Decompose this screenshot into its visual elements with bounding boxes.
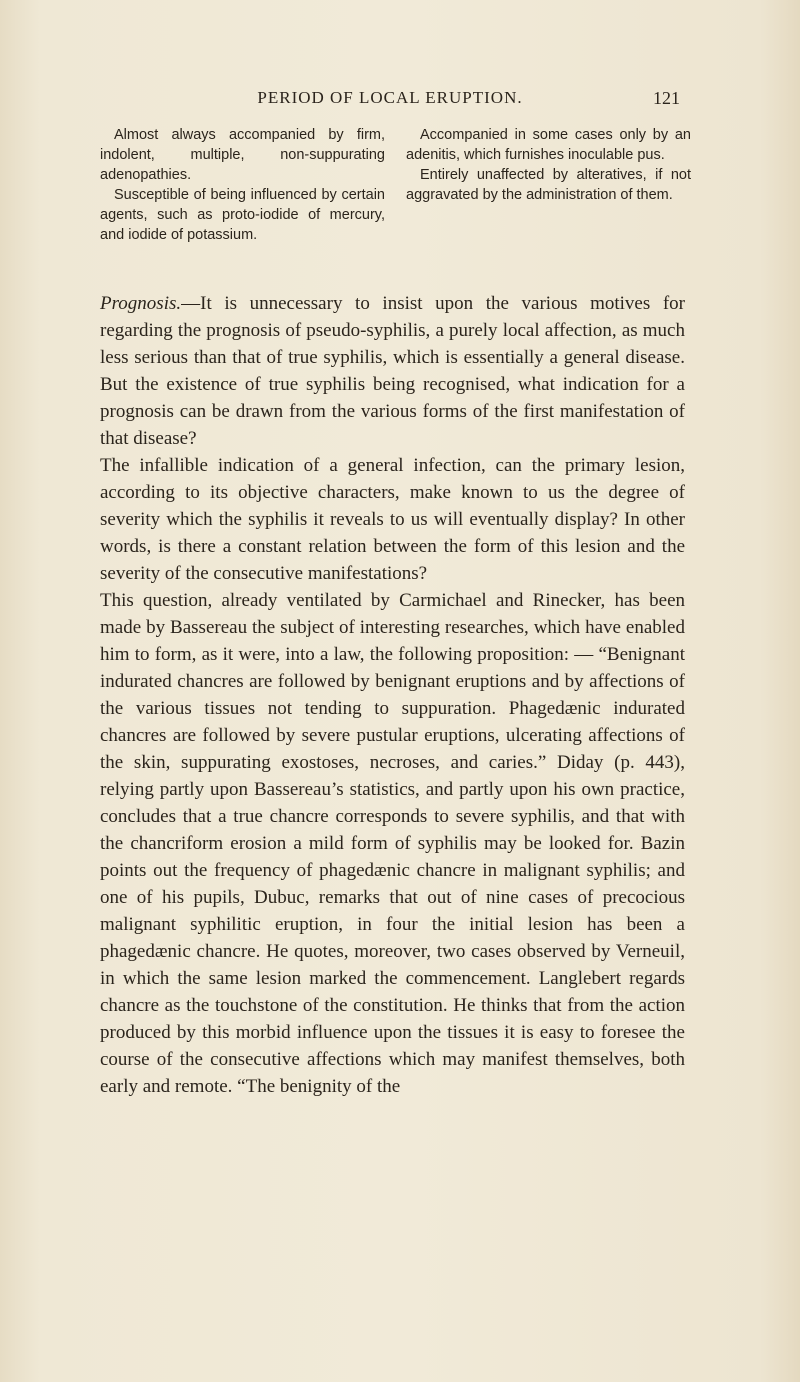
paragraph	[100, 290, 685, 452]
comparison-left-item: Susceptible of being influenced by certain agents, such as proto-iodide of mercury, and iodide of potassium.	[100, 187, 385, 243]
comparison-left-item: Almost always accompanied by firm, indolent, multiple, non-suppurating adenopathies.	[100, 127, 385, 183]
paragraph: The infallible indication of a general infection, can the primary lesion, according to its objective characters, make known to us the degree of severity which the syphilis it reveals to us will eventually display? In other words, is there a constant relation between the form of this lesion and the severity of the consecutive manifestations?	[100, 455, 685, 584]
paragraph-text: —It is unnecessary to insist upon the various motives for regarding the prognosis of pseudo-syphilis, a purely local affection, as much less serious than that of true syphilis, which is essentially a general disease. But the existence of true syphilis being recognised, what indication for a prognosis can be drawn from the various forms of the first manifestation of that disease?	[100, 293, 685, 449]
comparison-right-item: Accompanied in some cases only by an adenitis, which furnishes inoculable pus.	[406, 127, 691, 163]
comparison-columns	[100, 125, 690, 275]
indurated-chancre-column	[100, 125, 385, 245]
comparison-right-item: Entirely unaffected by alteratives, if not aggravated by the administration of them.	[406, 167, 691, 203]
paragraph: This question, already ventilated by Carmichael and Rinecker, has been made by Bassereau the subject of interesting researches, which have enabled him to form, as it were, into a law, the following proposition: — “Benignant indurated chancres are followed by benignant eruptions and by affections of the various tissues not tending to suppuration. Phagedænic indurated chancres are followed by severe pustular eruptions, ulcerating affections of the skin, suppurating exostoses, necroses, and caries.” Diday (p. 443), relying partly upon Bassereau’s statistics, and partly upon his own practice, concludes that a true chancre corresponds to severe syphilis, and that with the chancriform erosion a mild form of syphilis may be looked for. Bazin points out the frequency of phagedænic chancre in malignant syphilis; and one of his pupils, Dubuc, remarks that out of nine cases of precocious malignant syphilitic eruption, in four the initial lesion has been a phagedænic chancre. He quotes, moreover, two cases observed by Verneuil, in which the same lesion marked the commencement. Langlebert regards chancre as the touchstone of the constitution. He thinks that from the action produced by this morbid influence upon the tissues it is easy to foresee the course of the consecutive affections which may manifest themselves, both early and remote. “The benignity of the	[100, 590, 685, 1097]
soft-chancre-column	[406, 125, 691, 205]
prognosis-heading: Prognosis.	[100, 293, 182, 314]
running-head: PERIOD OF LOCAL ERUPTION.	[257, 88, 523, 107]
body-text	[100, 290, 685, 1100]
page-header	[100, 88, 680, 112]
page-number: 121	[653, 88, 680, 108]
